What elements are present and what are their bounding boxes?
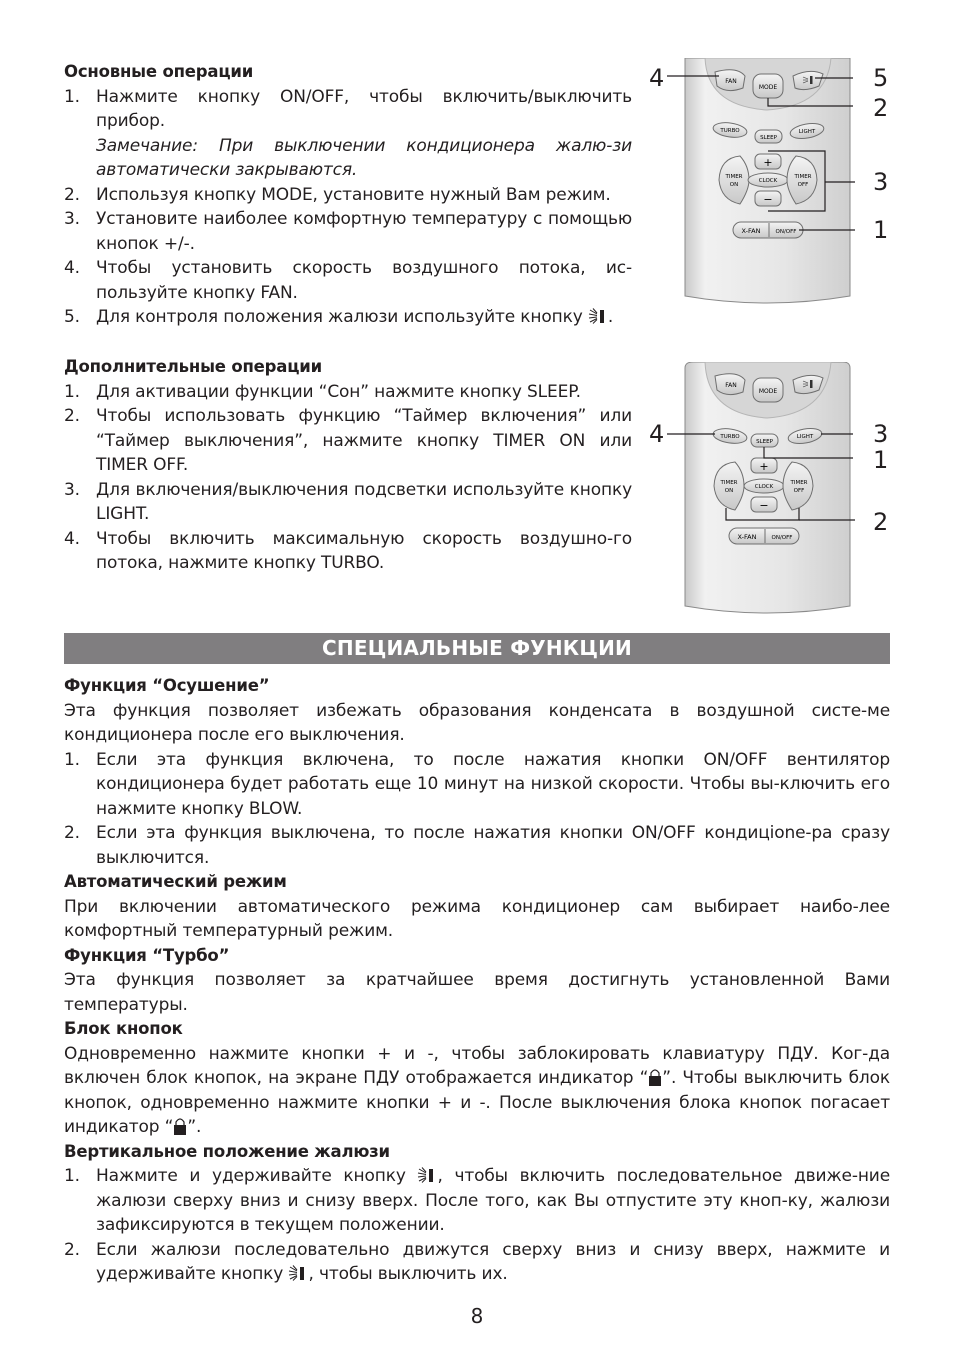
item-text: Если эта функция выключена, то после нажатия кнопки ON/OFF кондицione-ра сразу выключится. (96, 823, 890, 868)
list-item (64, 1238, 890, 1287)
additional-operations-heading: Дополнительные операции (64, 357, 322, 376)
callout-temp: 3 (873, 168, 889, 196)
vertical-louver-heading: Вертикальное положение жалюзи (64, 1141, 390, 1161)
basic-operations-section (64, 60, 632, 330)
item-number: 4. (64, 258, 80, 278)
vertical-louver-list (64, 1164, 890, 1287)
list-item (64, 527, 632, 576)
key-lock-text-part-2: ”. Чтобы выключить блок кнопок, одновременно нажмите кнопки + и -. После выключения блока кнопок погасает индикатор “ (64, 1068, 890, 1137)
special-functions-banner: СПЕЦИАЛЬНЫЕ ФУНКЦИИ (64, 633, 890, 664)
list-item (64, 85, 632, 183)
item-text: Если жалюзи последовательно движутся сверху вниз и снизу вверх, нажмите и удерживайте кнопку (96, 1239, 890, 1284)
remote-control-figure-2 (645, 362, 895, 617)
key-lock-text-part-1: Одновременно нажмите кнопки + и -, чтобы заблокировать клавиатуру ПДУ. Ког-да включен блок кнопок, на экране ПДУ отображается индикатор “ (64, 1043, 890, 1088)
callout-light: 3 (873, 420, 889, 448)
plus-button[interactable] (751, 458, 777, 473)
louver-swing-icon (810, 380, 813, 388)
xfan-button[interactable]: X-FAN (737, 533, 757, 541)
list-item (64, 748, 890, 822)
key-lock-text-part-3: ”. (187, 1117, 202, 1137)
key-lock-text (64, 1042, 890, 1140)
callout-turbo: 4 (649, 420, 665, 448)
fan-button-label: FAN (725, 382, 737, 389)
item-suffix: . (607, 307, 614, 327)
item-text: Нажмите кнопку ON/OFF, чтобы включить/выключить прибор. (96, 86, 632, 131)
turbo-function-heading: Функция “Турбо” (64, 945, 230, 965)
callout-swing: 5 (873, 64, 889, 92)
xfan-button[interactable]: X-FAN (741, 227, 761, 235)
item-text: Чтобы включить максимальную скорость воздушно-го потока, нажмите кнопку TURBO. (96, 528, 632, 573)
item-note: Замечание: При выключении кондиционера жалю-зи автоматически закрываются. (96, 135, 632, 180)
timer-off-label-2: OFF (797, 182, 809, 188)
additional-operations-section (64, 355, 632, 576)
item-number: 2. (64, 1239, 80, 1260)
minus-button[interactable] (751, 497, 777, 512)
minus-button-label: − (763, 193, 773, 206)
special-functions-section (64, 674, 890, 1287)
item-number: 5. (64, 307, 80, 327)
timer-on-label: TIMER (725, 174, 743, 180)
mode-button-label: MODE (758, 84, 778, 91)
dry-function-heading: Функция “Осушение” (64, 676, 270, 695)
item-text: Установите наиболее комфортную температуру с помощью кнопок +/-. (96, 209, 632, 254)
basic-operations-list (64, 85, 632, 330)
xfan-onoff-buttons (733, 222, 803, 238)
turbo-button-label: TURBO (720, 434, 740, 440)
list-item (64, 256, 632, 305)
basic-operations-heading: Основные операции (64, 62, 254, 81)
item-text-after: , чтобы выключить их. (308, 1264, 508, 1284)
sleep-button[interactable] (755, 130, 782, 143)
louver-swing-icon (810, 76, 813, 84)
mode-button-label: MODE (758, 388, 778, 395)
plus-button-label: + (759, 460, 769, 473)
dry-function-list (64, 748, 890, 871)
plus-button-label: + (763, 156, 773, 169)
callout-mode: 2 (873, 94, 889, 122)
timer-on-label-2: ON (729, 182, 739, 188)
timer-off-label: TIMER (794, 174, 812, 180)
mode-button[interactable] (753, 74, 783, 98)
timer-on-label: TIMER (720, 480, 738, 486)
list-item (64, 1164, 890, 1238)
item-text: Для включения/выключения подсветки используйте кнопку LIGHT. (96, 479, 632, 524)
fan-button-label: FAN (725, 78, 737, 85)
list-item (64, 478, 632, 527)
turbo-button-label: TURBO (720, 128, 740, 134)
item-number: 1. (64, 749, 80, 770)
item-text-after: , чтобы включить последовательное движе-ние жалюзи сверху вниз и снизу вверх. После того, как Вы отпустите эту кноп-ку, жалюзи зафиксируются в текущем положении. (96, 1166, 891, 1235)
xfan-onoff-buttons (729, 528, 799, 544)
list-item (64, 404, 632, 478)
plus-button[interactable] (755, 154, 781, 169)
timer-off-label-2: OFF (793, 488, 805, 494)
lock-icon (648, 1068, 662, 1086)
item-number: 1. (64, 381, 80, 402)
key-lock-heading: Блок кнопок (64, 1019, 183, 1038)
onoff-button[interactable]: ON/OFF (775, 229, 797, 235)
remote-control-figure-1 (645, 58, 895, 308)
remote-control-illustration (645, 362, 895, 617)
list-item (64, 380, 632, 405)
item-text: Для активации функции “Сон” нажмите кнопку SLEEP. (96, 381, 581, 402)
item-text: Чтобы использовать функцию “Таймер включения” или “Таймер выключения”, нажмите кнопку TIMER ON или TIMER OFF. (96, 406, 632, 475)
additional-operations-list (64, 380, 632, 576)
callout-timer: 2 (873, 508, 889, 536)
timer-off-label: TIMER (790, 480, 808, 486)
list-item (64, 183, 632, 208)
mode-button[interactable] (753, 378, 783, 402)
turbo-function-text: Эта функция позволяет за кратчайшее время достигнуть установленной Вами температуры. (64, 970, 890, 1015)
list-item (64, 821, 890, 870)
minus-button-label: − (759, 499, 769, 512)
clock-button[interactable] (748, 173, 788, 187)
fan-button[interactable] (715, 374, 745, 395)
timer-on-label-2: ON (724, 488, 734, 494)
item-number: 1. (64, 86, 80, 107)
item-number: 3. (64, 209, 80, 229)
callout-fan: 4 (649, 64, 665, 92)
fan-button[interactable] (715, 70, 745, 91)
dry-function-intro: Эта функция позволяет избежать образования конденсата в воздушной систе-ме кондиционера после его выключения. (64, 700, 890, 745)
minus-button[interactable] (755, 191, 781, 206)
onoff-button[interactable]: ON/OFF (771, 535, 793, 541)
clock-button-label: CLOCK (758, 178, 778, 184)
light-button-label: LIGHT (798, 129, 816, 135)
light-button-label: LIGHT (796, 434, 814, 440)
clock-button[interactable] (744, 479, 784, 493)
list-item (64, 305, 632, 330)
remote-control-illustration (645, 58, 895, 308)
item-number: 2. (64, 184, 80, 205)
item-text: Если эта функция включена, то после нажатия кнопки ON/OFF вентилятор кондиционера будет работать еще 10 минут на низкой скорости. Чтобы вы-ключить его нажмите кнопку BLOW. (96, 749, 890, 819)
item-text: Используя кнопку MODE, установите нужный Вам режим. (96, 184, 611, 205)
auto-mode-heading: Автоматический режим (64, 872, 287, 891)
callout-onoff: 1 (873, 216, 889, 244)
clock-button-label: CLOCK (754, 484, 774, 490)
item-number: 3. (64, 479, 80, 500)
louver-swing-icon (417, 1167, 437, 1183)
item-number: 1. (64, 1166, 80, 1186)
item-text: Нажмите и удерживайте кнопку (96, 1166, 406, 1186)
list-item (64, 207, 632, 256)
sleep-button[interactable] (751, 434, 778, 447)
item-number: 4. (64, 528, 80, 549)
item-text: Чтобы установить скорость воздушного потока, ис-пользуйте кнопку FAN. (96, 258, 632, 303)
lock-icon (173, 1117, 187, 1135)
sleep-button-label: SLEEP (756, 439, 773, 445)
auto-mode-text: При включении автоматического режима кондиционер сам выбирает наибо-лее комфортный температурный режим. (64, 896, 890, 941)
item-number: 2. (64, 823, 80, 843)
page-number: 8 (470, 1304, 484, 1328)
sleep-button-label: SLEEP (760, 135, 777, 141)
louver-swing-icon (288, 1265, 308, 1281)
item-number: 2. (64, 406, 80, 426)
callout-sleep: 1 (873, 446, 889, 474)
item-text: Для контроля положения жалюзи используйте кнопку (96, 307, 583, 327)
louver-swing-icon (588, 308, 608, 324)
